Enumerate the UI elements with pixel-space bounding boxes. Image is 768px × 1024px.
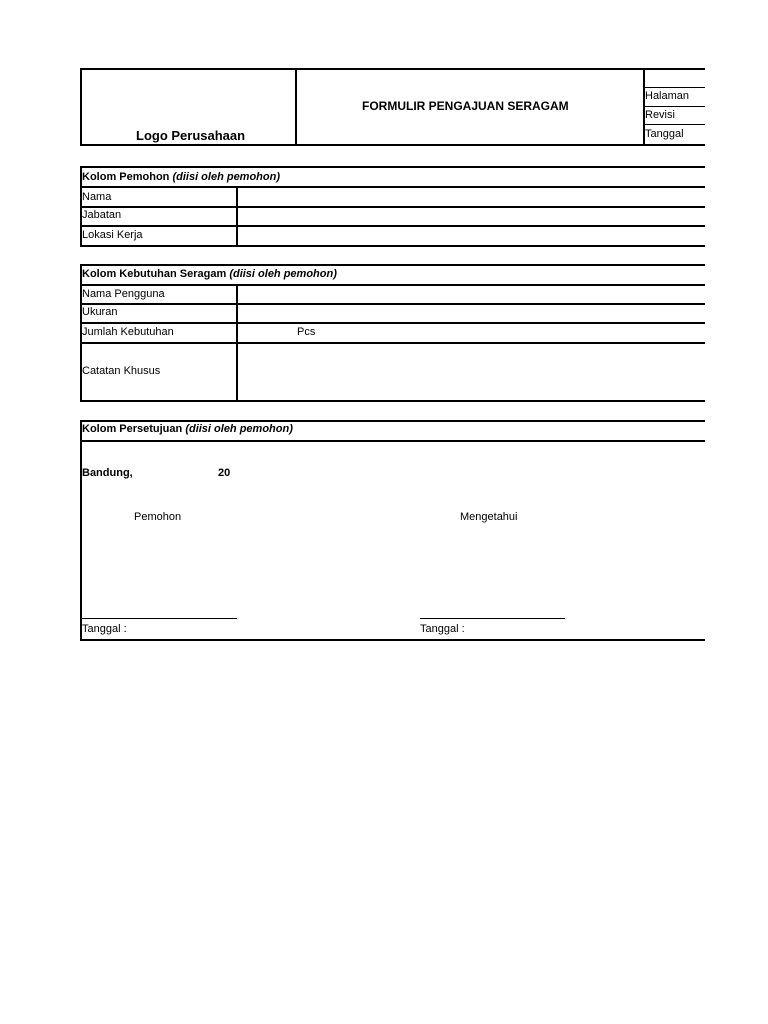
pemohon-top-border — [80, 166, 705, 168]
section-note-text: (diisi oleh pemohon) — [229, 268, 337, 280]
meta-line-1 — [645, 87, 705, 88]
kebutuhan-label-divider — [236, 284, 238, 402]
nama-input-cell[interactable] — [239, 188, 705, 206]
lokasi-kerja-input-cell[interactable] — [239, 227, 705, 245]
field-label-nama: Nama — [82, 191, 112, 203]
pemohon-bottom-border — [80, 245, 705, 247]
persetujuan-title-border — [80, 440, 705, 442]
meta-label-revisi: Revisi — [645, 109, 675, 121]
header-divider-logo — [295, 68, 297, 146]
header-left-border — [80, 68, 82, 146]
pemohon-section-title — [82, 171, 280, 184]
mengetahui-signature-line — [420, 618, 565, 619]
section-title-text: Kolom Pemohon — [82, 171, 170, 183]
persetujuan-section-title — [82, 423, 293, 436]
catatan-khusus-input-cell[interactable] — [239, 344, 705, 400]
kebutuhan-row-border — [80, 322, 705, 324]
section-note-text: (diisi oleh pemohon) — [172, 171, 281, 183]
persetujuan-top-border — [80, 420, 705, 422]
field-label-jumlah-kebutuhan: Jumlah Kebutuhan — [82, 326, 174, 338]
section-title-text: Kolom Persetujuan — [82, 423, 183, 435]
meta-line-2 — [645, 106, 705, 107]
header-bottom-border — [80, 144, 705, 146]
field-label-nama-pengguna: Nama Pengguna — [82, 288, 165, 300]
signer-mengetahui-label: Mengetahui — [460, 511, 518, 523]
mengetahui-signature-area[interactable] — [420, 540, 565, 618]
form-title: FORMULIR PENGAJUAN SERAGAM — [362, 99, 569, 113]
kebutuhan-bottom-border — [80, 400, 705, 402]
meta-line-3 — [645, 124, 705, 125]
pemohon-signature-area[interactable] — [82, 540, 237, 618]
persetujuan-bottom-border — [80, 639, 705, 641]
pemohon-label-divider — [236, 186, 238, 247]
pemohon-date-label: Tanggal : — [82, 623, 127, 635]
ukuran-input-cell[interactable] — [239, 305, 705, 322]
place-label: Bandung, — [82, 467, 133, 479]
logo-placeholder: Logo Perusahaan — [136, 128, 246, 143]
section-title-text: Kolom Kebutuhan Seragam — [82, 268, 227, 280]
jumlah-kebutuhan-input-cell[interactable] — [239, 324, 289, 342]
field-label-jabatan: Jabatan — [82, 209, 122, 221]
signer-pemohon-label: Pemohon — [134, 511, 182, 523]
field-label-catatan-khusus: Catatan Khusus — [82, 365, 161, 377]
jumlah-unit-label: Pcs — [297, 326, 316, 338]
meta-label-halaman: Halaman — [645, 90, 690, 102]
pemohon-signature-line — [82, 618, 237, 619]
mengetahui-date-label: Tanggal : — [420, 623, 465, 635]
nama-pengguna-input-cell[interactable] — [239, 286, 705, 303]
year-prefix: 20 — [218, 467, 231, 479]
field-label-ukuran: Ukuran — [82, 306, 118, 318]
header-top-border — [80, 68, 705, 70]
section-note-text: (diisi oleh pemohon) — [185, 423, 293, 435]
jabatan-input-cell[interactable] — [239, 208, 705, 225]
meta-label-tanggal: Tanggal — [645, 128, 684, 140]
field-label-lokasi-kerja: Lokasi Kerja — [82, 229, 143, 241]
kebutuhan-top-border — [80, 264, 705, 266]
kebutuhan-section-title — [82, 268, 337, 281]
